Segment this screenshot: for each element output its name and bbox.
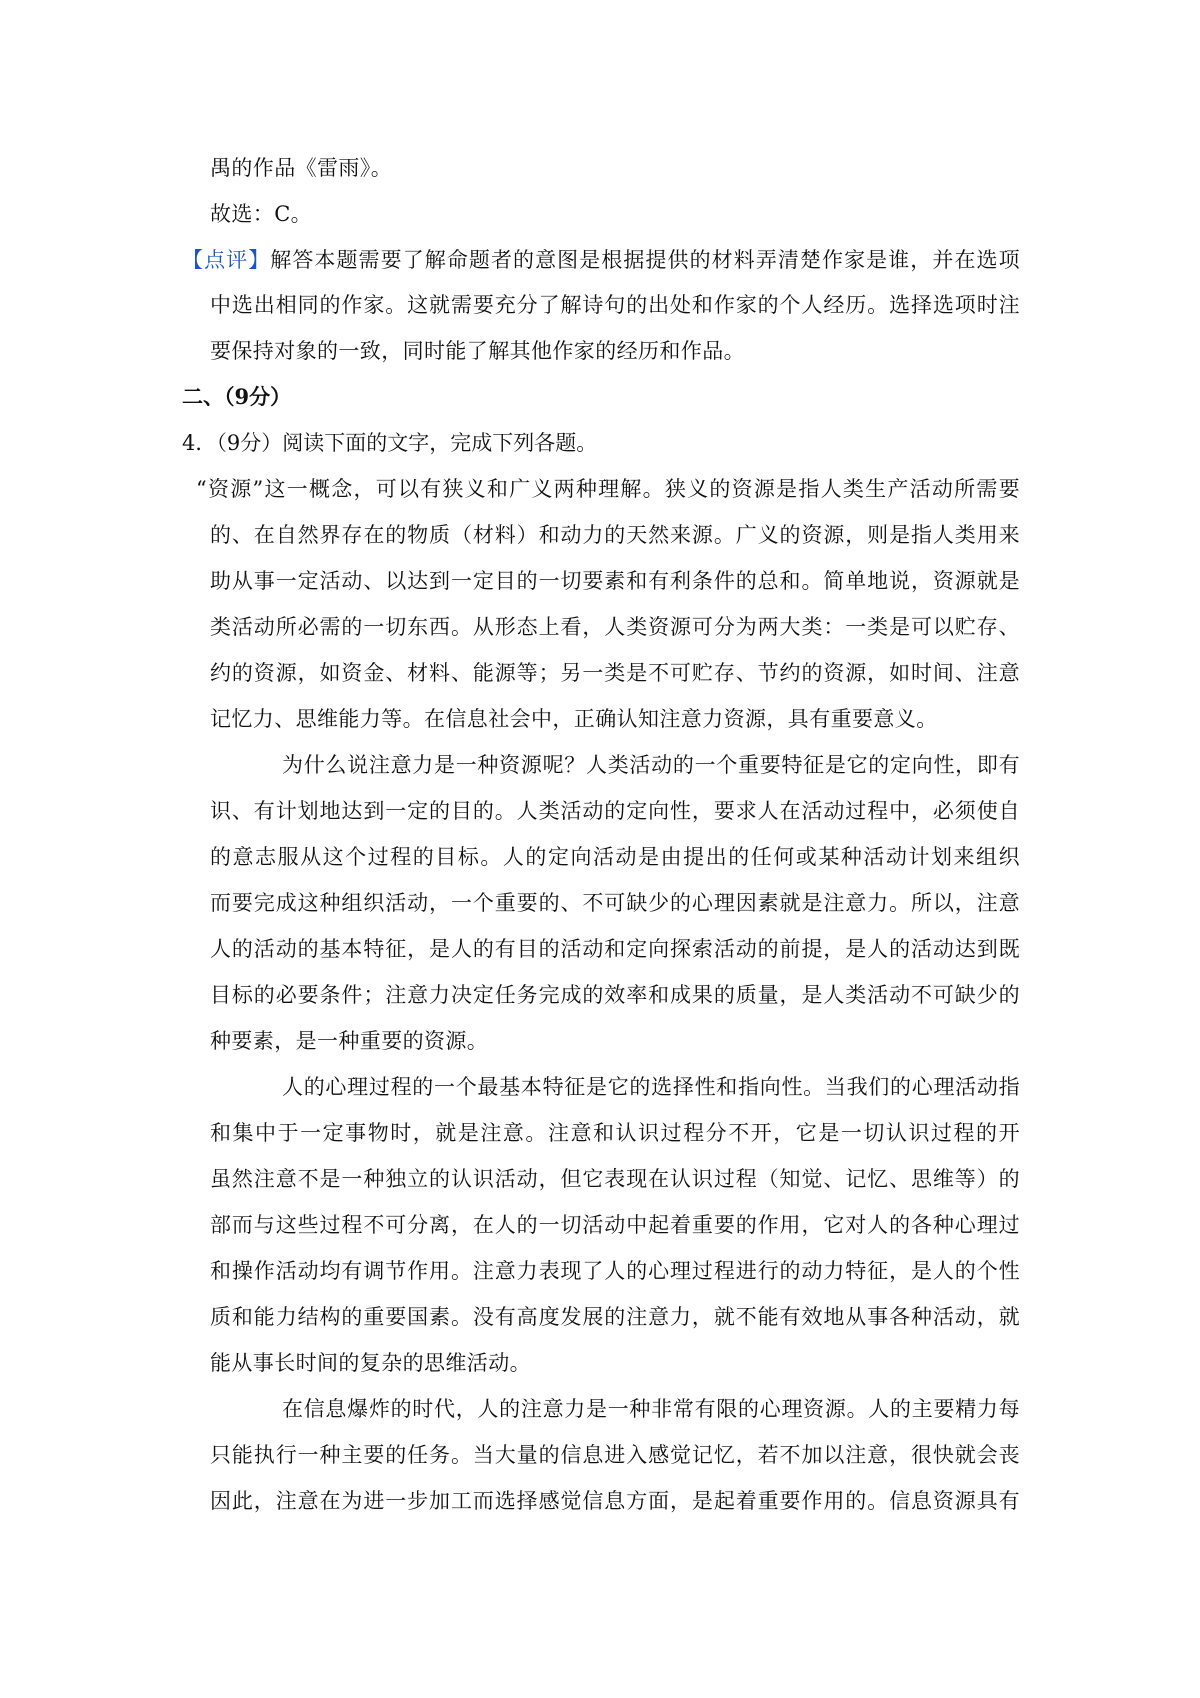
review-line-1-text: 解答本题需要了解命题者的意图是根据提供的材料弄清楚作家是谁，并在选项 <box>270 248 1020 272</box>
answer-continuation: 禺的作品《雷雨》。 <box>210 156 393 180</box>
review-line-3: 要保持对象的一致，同时能了解其他作家的经历和作品。 <box>210 339 745 363</box>
passage-p2-line-6: 目标的必要条件；注意力决定任务完成的效率和成果的质量，是人类活动不可缺少的 <box>210 983 1020 1007</box>
passage-p3-line-5: 和操作活动均有调节作用。注意力表现了人的心理过程进行的动力特征，是人的个性 <box>210 1259 1020 1283</box>
passage-p2-line-7: 种要素，是一种重要的资源。 <box>210 1029 489 1053</box>
passage-p2-line-4: 而要完成这种组织活动，一个重要的、不可缺少的心理因素就是注意力。所以，注意 <box>210 891 1020 915</box>
passage-p2-line-5: 人的活动的基本特征，是人的有目的活动和定向探索活动的前提，是人的活动达到既 <box>210 937 1020 961</box>
review-line-1 <box>182 245 1020 275</box>
review-line-2: 中选出相同的作家。这就需要充分了解诗句的出处和作家的个人经历。选择选项时注 <box>210 293 1020 317</box>
passage-p4-line-3: 因此，注意在为进一步加工而选择感觉信息方面，是起着重要作用的。信息资源具有 <box>210 1489 1020 1513</box>
passage-p1-line-2: 的、在自然界存在的物质（材料）和动力的天然来源。广义的资源，则是指人类用来 <box>210 523 1020 547</box>
review-tag: 【点评】 <box>182 248 271 272</box>
passage-p1-line-4: 类活动所必需的一切东西。从形态上看，人类资源可分为两大类：一类是可以贮存、 <box>210 615 1020 639</box>
answer-choice: 故选：C。 <box>210 202 313 226</box>
section-heading: 二、（9分） <box>182 384 292 409</box>
passage-p1-line-6: 记忆力、思维能力等。在信息社会中，正确认知注意力资源，具有重要意义。 <box>210 707 938 731</box>
passage-p2-line-1: 为什么说注意力是一种资源呢？人类活动的一个重要特征是它的定向性，即有 <box>282 753 1020 777</box>
passage-p3-line-4: 部而与这些过程不可分离，在人的一切活动中起着重要的作用，它对人的各种心理过 <box>210 1213 1020 1237</box>
passage-p2-line-2: 识、有计划地达到一定的目的。人类活动的定向性，要求人在活动过程中，必须使自 <box>210 799 1020 823</box>
passage-p3-line-2: 和集中于一定事物时，就是注意。注意和认识过程分不开，它是一切认识过程的开 <box>210 1121 1020 1145</box>
passage-p1-line-1: “资源”这一概念，可以有狭义和广义两种理解。狭义的资源是指人类生产活动所需要 <box>196 477 1020 501</box>
passage-p4-line-2: 只能执行一种主要的任务。当大量的信息进入感觉记忆，若不加以注意，很快就会丧 <box>210 1443 1020 1467</box>
passage-p3-line-3: 虽然注意不是一种独立的认识活动，但它表现在认识过程（知觉、记忆、思维等）的 <box>210 1167 1020 1191</box>
passage-p1-line-3: 助从事一定活动、以达到一定目的一切要素和有利条件的总和。简单地说，资源就是 <box>210 569 1020 593</box>
passage-p2-line-3: 的意志服从这个过程的目标。人的定向活动是由提出的任何或某种活动计划来组织 <box>210 845 1020 869</box>
question-4-stem: 4．（9分）阅读下面的文字，完成下列各题。 <box>182 431 598 455</box>
passage-p3-line-6: 质和能力结构的重要国素。没有高度发展的注意力，就不能有效地从事各种活动，就 <box>210 1305 1020 1329</box>
passage-p3-line-1: 人的心理过程的一个最基本特征是它的选择性和指向性。当我们的心理活动指 <box>282 1075 1020 1099</box>
passage-p1-line-5: 约的资源，如资金、材料、能源等；另一类是不可贮存、节约的资源，如时间、注意 <box>210 661 1020 685</box>
passage-p3-line-7: 能从事长时间的复杂的思维活动。 <box>210 1351 531 1375</box>
passage-p4-line-1: 在信息爆炸的时代，人的注意力是一种非常有限的心理资源。人的主要精力每 <box>282 1397 1020 1421</box>
